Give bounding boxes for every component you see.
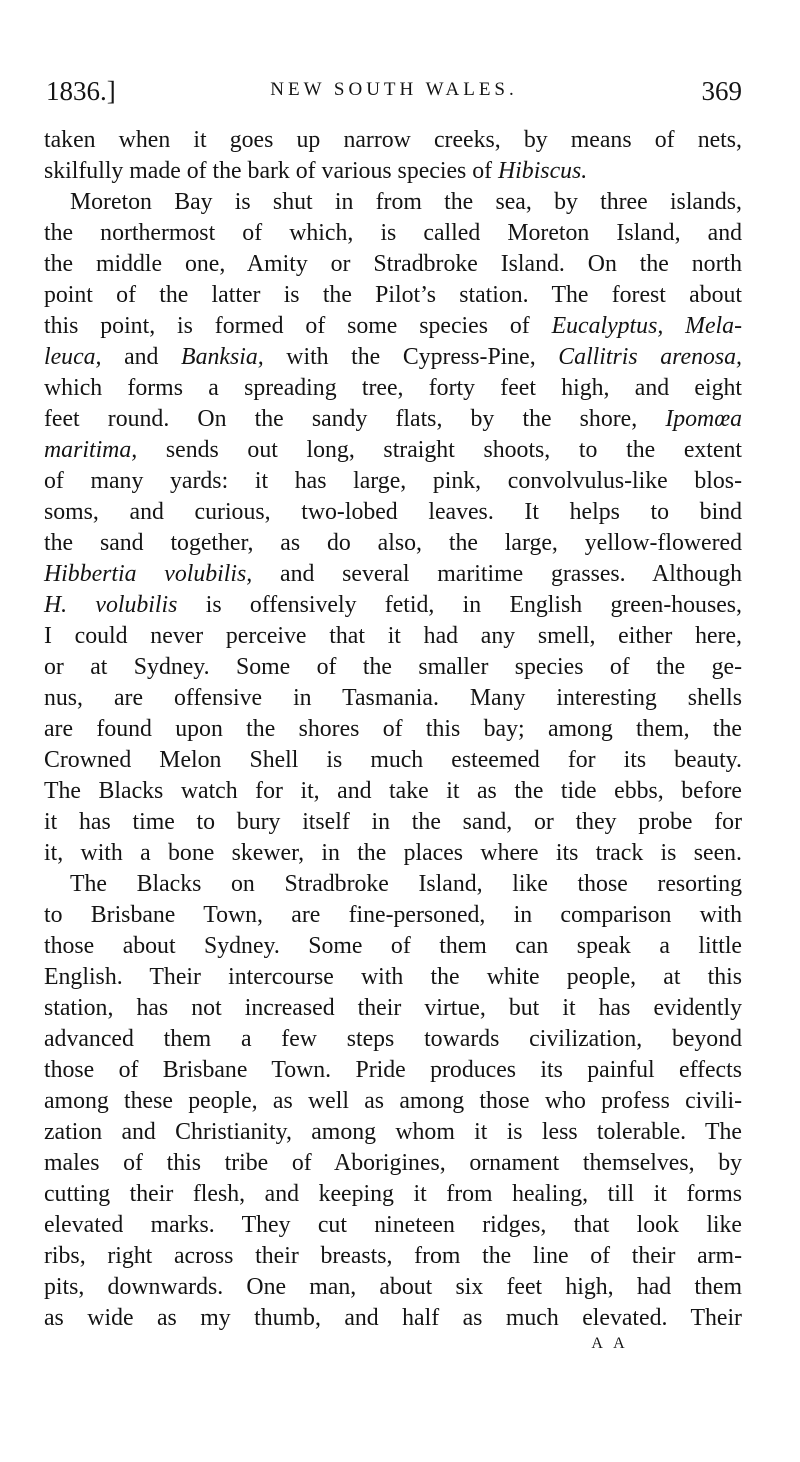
header-year: 1836.]	[46, 76, 116, 106]
roman-run: I could never perceive that it had any smell, either here,	[44, 623, 742, 649]
roman-run: The Blacks on Stradbroke Island, like those resorting	[70, 871, 742, 897]
text-line	[44, 993, 742, 1024]
roman-run: elevated marks. They cut nineteen ridges, that look like	[44, 1212, 742, 1238]
italic-run: maritima,	[44, 437, 138, 463]
text-line	[44, 590, 742, 621]
text-line	[44, 683, 742, 714]
roman-run: Moreton Bay is shut in from the sea, by three islands,	[70, 189, 742, 215]
text-line	[44, 249, 742, 280]
text-line	[44, 218, 742, 249]
roman-run: and	[101, 344, 182, 370]
text-line	[44, 1117, 742, 1148]
italic-run: Hibbertia volubilis,	[44, 561, 253, 587]
text-line	[44, 156, 742, 187]
text-line	[44, 652, 742, 683]
text-line	[44, 559, 742, 590]
roman-run: to Brisbane Town, are fine-personed, in comparison with	[44, 902, 742, 928]
text-line	[44, 1055, 742, 1086]
roman-run: the sand together, as do also, the large, yellow-flowered	[44, 530, 742, 556]
roman-run: those of Brisbane Town. Pride produces its painful effects	[44, 1057, 742, 1083]
italic-run: Banksia,	[181, 344, 264, 370]
text-line	[44, 1210, 742, 1241]
roman-run: taken when it goes up narrow creeks, by means of nets,	[44, 127, 742, 153]
text-line	[44, 869, 742, 900]
roman-run: zation and Christianity, among whom it is less tolerable. The	[44, 1119, 742, 1145]
text-line	[44, 714, 742, 745]
italic-run: Ipomœa	[665, 406, 742, 432]
italic-run: leuca,	[44, 344, 102, 370]
roman-run: advanced them a few steps towards civilization, beyond	[44, 1026, 742, 1052]
text-line	[44, 466, 742, 497]
roman-run: this point, is formed of some species of	[44, 313, 552, 339]
italic-run: Eucalyptus, Mela-	[551, 313, 742, 339]
text-line	[44, 373, 742, 404]
text-line	[44, 776, 742, 807]
text-line	[44, 342, 742, 373]
roman-run: or at Sydney. Some of the smaller species of the ge-	[44, 654, 742, 680]
roman-run: English. Their intercourse with the white people, at this	[44, 964, 742, 990]
roman-run: cutting their flesh, and keeping it from healing, till it forms	[44, 1181, 742, 1207]
roman-run: pits, downwards. One man, about six feet high, had them	[44, 1274, 742, 1300]
text-line	[44, 962, 742, 993]
italic-run: Callitris arenosa,	[558, 344, 742, 370]
roman-run: males of this tribe of Aborigines, ornament themselves, by	[44, 1150, 742, 1176]
roman-run: and several maritime grasses. Although	[252, 561, 742, 587]
roman-run: it has time to bury itself in the sand, or they probe for	[44, 809, 742, 835]
text-line	[44, 900, 742, 931]
text-line	[44, 1024, 742, 1055]
signature-mark: A A	[591, 1335, 629, 1352]
roman-run: of many yards: it has large, pink, convolvulus-like blos-	[44, 468, 742, 494]
roman-run: The Blacks watch for it, and take it as the tide ebbs, before	[44, 778, 742, 804]
text-line	[44, 1148, 742, 1179]
roman-run: is offensively fetid, in English green-houses,	[177, 592, 742, 618]
roman-run: among these people, as well as among those who profess civili-	[44, 1088, 742, 1114]
roman-run: the middle one, Amity or Stradbroke Island. On the north	[44, 251, 742, 277]
roman-run: soms, and curious, two-lobed leaves. It helps to bind	[44, 499, 742, 525]
roman-run: point of the latter is the Pilot’s station. The forest about	[44, 282, 742, 308]
text-line	[44, 497, 742, 528]
roman-run: are found upon the shores of this bay; among them, the	[44, 716, 742, 742]
running-head	[46, 76, 742, 112]
text-line	[44, 1241, 742, 1272]
roman-run: skilfully made of the bark of various species of	[44, 158, 498, 184]
text-line	[44, 1086, 742, 1117]
text-line	[44, 528, 742, 559]
text-line	[44, 1303, 742, 1334]
text-line	[44, 1179, 742, 1210]
text-line	[44, 125, 742, 156]
text-line	[44, 621, 742, 652]
text-line	[44, 280, 742, 311]
italic-run: H. volubilis	[44, 592, 178, 618]
text-line	[44, 1272, 742, 1303]
italic-run: Hibiscus.	[498, 158, 588, 184]
text-line	[44, 404, 742, 435]
roman-run: sends out long, straight shoots, to the extent	[137, 437, 742, 463]
roman-run: which forms a spreading tree, forty feet high, and eight	[44, 375, 742, 401]
roman-run: the northermost of which, is called Moreton Island, and	[44, 220, 742, 246]
roman-run: feet round. On the sandy flats, by the shore,	[44, 406, 666, 432]
text-line	[44, 187, 742, 218]
text-line	[44, 311, 742, 342]
text-line	[44, 807, 742, 838]
roman-run: nus, are offensive in Tasmania. Many interesting shells	[44, 685, 742, 711]
text-line	[44, 435, 742, 466]
page-number: 369	[701, 76, 742, 106]
roman-run: station, has not increased their virtue, but it has evidently	[44, 995, 742, 1021]
text-line	[44, 745, 742, 776]
body-text	[44, 125, 742, 1334]
roman-run: ribs, right across their breasts, from the line of their arm-	[44, 1243, 742, 1269]
roman-run: it, with a bone skewer, in the places where its track is seen.	[44, 840, 742, 866]
text-line	[44, 838, 742, 869]
text-line	[44, 931, 742, 962]
roman-run: those about Sydney. Some of them can speak a little	[44, 933, 742, 959]
header-title: NEW SOUTH WALES.	[270, 79, 518, 100]
roman-run: as wide as my thumb, and half as much elevated. Their	[44, 1305, 742, 1331]
roman-run: with the Cypress-Pine,	[263, 344, 559, 370]
roman-run: Crowned Melon Shell is much esteemed for its beauty.	[44, 747, 742, 773]
